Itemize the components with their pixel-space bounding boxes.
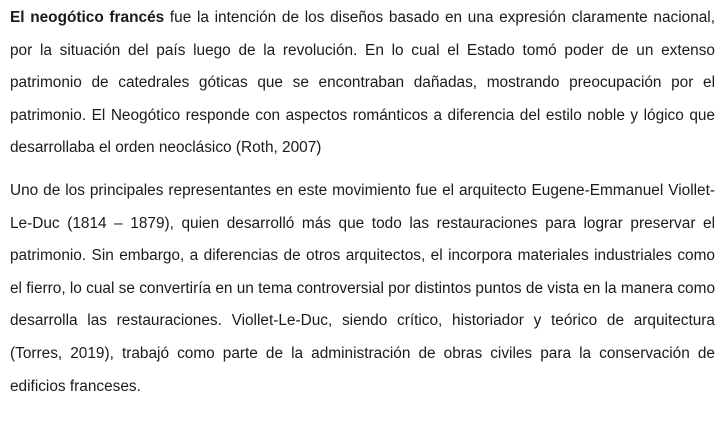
paragraph-neogotico-frances [10, 2, 715, 165]
paragraph-body: fue la intención de los diseños basado en una expresión claramente nacional, por la situación del país luego de la revolución. En lo cual el Estado tomó poder de un extenso patrimonio de catedrales góticas que se encontraban dañadas, mostrando preocupación por el patrimonio. El Neogótico responde con aspectos románticos a diferencia del estilo noble y lógico que desarrollaba el orden neoclásico (Roth, 2007) [10, 9, 716, 157]
paragraph-body: Uno de los principales representantes en este movimiento fue el arquitecto Eugene-Emmanuel Viollet-Le-Duc (1814 – 1879), quien desarrolló más que todo las restauraciones para lograr preservar el patrimonio. Sin embargo, a diferencias de otros arquitectos, el incorpora materiales industriales como el fierro, lo cual se convertiría en un tema controversial por distintos puntos de vista en la manera como desarrolla las restauraciones. Viollet-Le-Duc, siendo crítico, historiador y teórico de arquitectura (Torres, 2019), trabajó como parte de la administración de obras civiles para la conservación de edificios franceses. [10, 181, 715, 395]
paragraph-lead-bold: El neogótico francés [10, 9, 165, 26]
paragraph-viollet-le-duc [10, 175, 715, 403]
document-page [10, 2, 715, 403]
